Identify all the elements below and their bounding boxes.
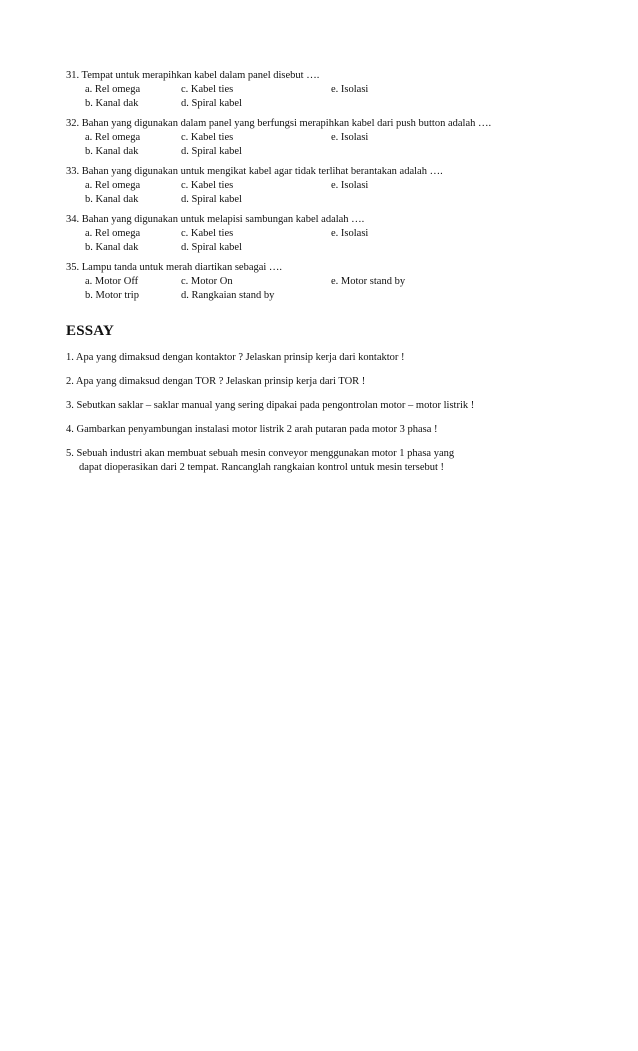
essay-item-4 xyxy=(66,423,437,437)
option-b: b. Kanal dak xyxy=(85,242,139,253)
options xyxy=(66,275,406,303)
option-c: c. Kabel ties xyxy=(181,84,234,95)
essay-text: 3. Sebutkan saklar – saklar manual yang sering dipakai pada pengontrolan motor – motor listrik ! xyxy=(66,400,475,411)
essay-text: 5. Sebuah industri akan membuat sebuah mesin conveyor menggunakan motor 1 phasa yang xyxy=(66,448,455,459)
essay-item-5 xyxy=(66,447,454,475)
option-d: d. Spiral kabel xyxy=(181,242,242,253)
question-32 xyxy=(66,117,491,159)
option-d: d. Spiral kabel xyxy=(181,146,242,157)
essay-text: 4. Gambarkan penyambungan instalasi motor listrik 2 arah putaran pada motor 3 phasa ! xyxy=(66,424,438,435)
option-b: b. Kanal dak xyxy=(85,146,139,157)
option-d: d. Spiral kabel xyxy=(181,194,242,205)
options xyxy=(66,179,443,207)
option-a: a. Rel omega xyxy=(85,132,141,143)
option-a: a. Rel omega xyxy=(85,180,141,191)
options xyxy=(66,227,369,255)
essay-text: 2. Apa yang dimaksud dengan TOR ? Jelaskan prinsip kerja dari TOR ! xyxy=(66,376,366,387)
option-d: d. Spiral kabel xyxy=(181,98,242,109)
option-e: e. Isolasi xyxy=(331,84,369,95)
option-e: e. Isolasi xyxy=(331,228,369,239)
option-c: c. Motor On xyxy=(181,276,233,287)
option-e: e. Isolasi xyxy=(331,132,369,143)
question-stem: 32. Bahan yang digunakan dalam panel yang berfungsi merapihkan kabel dari push button adalah …. xyxy=(66,118,492,129)
option-b: b. Kanal dak xyxy=(85,98,139,109)
option-e: e. Isolasi xyxy=(331,180,369,191)
question-stem: 31. Tempat untuk merapihkan kabel dalam panel disebut …. xyxy=(66,70,320,81)
question-stem: 34. Bahan yang digunakan untuk melapisi sambungan kabel adalah …. xyxy=(66,214,365,225)
essay-item-3 xyxy=(66,399,474,413)
option-b: b. Motor trip xyxy=(85,290,139,301)
option-a: a. Rel omega xyxy=(85,84,141,95)
option-c: c. Kabel ties xyxy=(181,132,234,143)
options xyxy=(66,131,491,159)
question-stem: 33. Bahan yang digunakan untuk mengikat kabel agar tidak terlihat berantakan adalah …. xyxy=(66,166,443,177)
essay-heading: ESSAY xyxy=(66,323,114,339)
essay-text: 1. Apa yang dimaksud dengan kontaktor ? Jelaskan prinsip kerja dari kontaktor ! xyxy=(66,352,405,363)
option-d: d. Rangkaian stand by xyxy=(181,290,275,301)
option-e: e. Motor stand by xyxy=(331,276,406,287)
question-31 xyxy=(66,69,369,111)
question-stem: 35. Lampu tanda untuk merah diartikan sebagai …. xyxy=(66,262,283,273)
option-c: c. Kabel ties xyxy=(181,228,234,239)
essay-text-continued: dapat dioperasikan dari 2 tempat. Rancanglah rangkaian kontrol untuk mesin tersebut ! xyxy=(79,462,445,473)
essay-item-1 xyxy=(66,351,405,365)
question-33 xyxy=(66,165,443,207)
essay-item-2 xyxy=(66,375,365,389)
option-c: c. Kabel ties xyxy=(181,180,234,191)
option-a: a. Motor Off xyxy=(85,276,139,287)
options xyxy=(66,83,369,111)
option-b: b. Kanal dak xyxy=(85,194,139,205)
option-a: a. Rel omega xyxy=(85,228,141,239)
question-34 xyxy=(66,213,369,255)
question-35 xyxy=(66,261,406,303)
